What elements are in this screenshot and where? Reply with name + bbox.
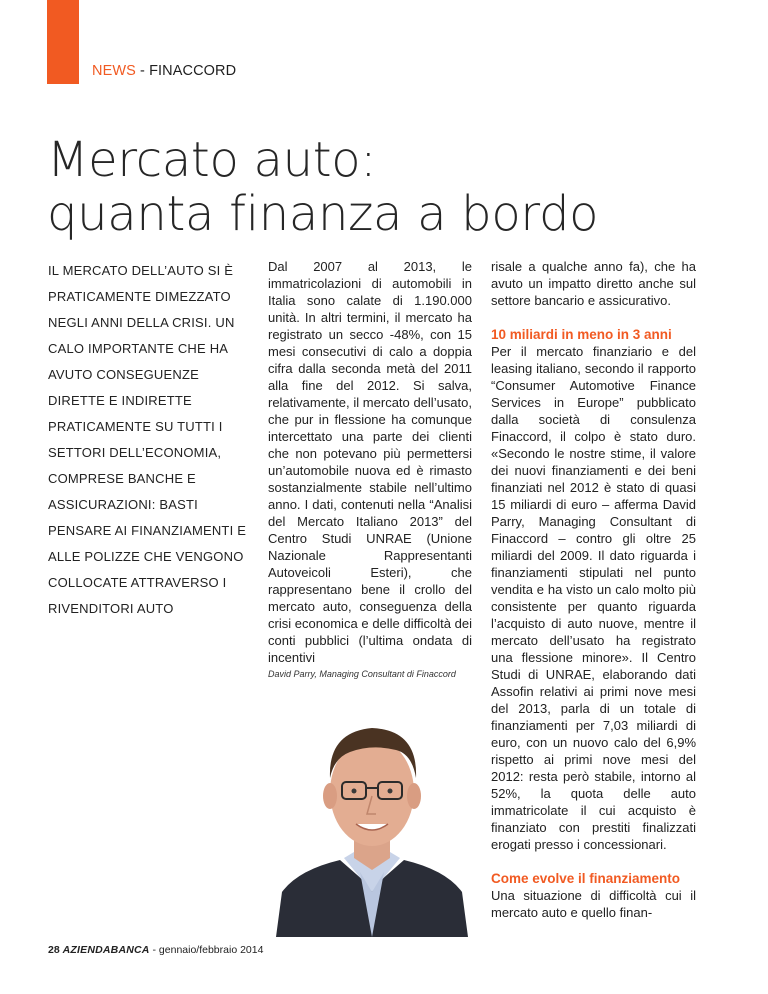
- body-column-3: [491, 258, 696, 921]
- body-paragraph: Una situazione di difficoltà cui il mercato auto e quello finan-: [491, 888, 696, 920]
- subheading-10-miliardi: 10 miliardi in meno in 3 anni: [491, 327, 672, 342]
- body-paragraph: Per il mercato finanziario e del leasing italiano, secondo il rapporto “Consumer Automotive Finance Services in Europe” pubblicato dalla società di consulenza Finaccord, il colpo è stato duro. «Secondo le nostre stime, il valore dei nuovi finanziamenti e dei beni finanziati nel 2012 è stato di quasi 15 miliardi di euro – afferma David Parry, Managing Consultant di Finaccord – contro gli oltre 25 miliardi del 2009. Il dato riguarda i finanziamenti stipulati nel punto vendita e ha visto un calo molto più consistente per quanto riguarda l’acquisto di auto nuove, mentre il mercato dell’usato ha registrato una flessione minore». Il Centro Studi di UNRAE, elaborando dati Assofin relativi ai primi nove mesi del 2013, parla di un totale di finanziamenti per 7,03 miliardi di euro, con un nuovo calo del 6,9% rispetto ai primi nove mesi del 2012: resta però stabile, intorno al 52%, la quota delle auto immatricolate il cui acquisto è finanziato con prestiti finalizzati erogati presso i concessionari.: [491, 344, 696, 852]
- headline-line-1: Mercato auto:: [47, 132, 377, 188]
- section-separator: -: [135, 63, 150, 79]
- subheading-finanziamento: Come evolve il finanziamento: [491, 871, 681, 886]
- body-column-2: [268, 258, 472, 666]
- magazine-name: AZIENDABANCA: [62, 944, 150, 956]
- photo-caption: David Parry, Managing Consultant di Finaccord: [268, 669, 456, 679]
- body-paragraph: risale a qualche anno fa), che ha avuto un impatto diretto anche sul settore bancario e assicurativo.: [491, 259, 696, 308]
- headline-line-2: quanta finanza a bordo: [47, 186, 599, 242]
- issue-date: - gennaio/febbraio 2014: [149, 944, 264, 956]
- body-paragraph: Dal 2007 al 2013, le immatricolazioni di automobili in Italia sono calate di 1.190.000 unità. In altri termini, il mercato ha registrato un secco -48%, con 15 mesi consecutivi di calo a doppia cifra dalla seconda metà del 2011 alla fine del 2012. Si salva, relativamente, il mercato dell’usato, che pur in flessione ha comunque intercettato una parte dei clienti che non potevano più permettersi un’automobile nuova ed è rimasto sostanzialmente stabile nell’ultimo anno. I dati, contenuti nella “Analisi del Mercato Italiano 2013” del Centro Studi UNRAE (Unione Nazionale Rappresentanti Autoveicoli Esteri), che rappresentano bene il crollo del mercato auto, conseguenza della crisi economica e delle difficoltà dei conti pubblici (l’ultima ondata di incentivi: [268, 259, 472, 665]
- article-headline: [47, 133, 727, 241]
- section-label: [92, 63, 236, 79]
- section-news: NEWS: [92, 63, 136, 79]
- article-summary: IL MERCATO DELL’AUTO SI È PRATICAMENTE DIMEZZATO NEGLI ANNI DELLA CRISI. UN CALO IMPORTANTE CHE HA AVUTO CONSEGUENZE DIRETTE E INDIRETTE PRATICAMENTE SU TUTTI I SETTORI DELL’ECONOMIA, COMPRESE BANCHE E ASSICURAZIONI: BASTI PENSARE AI FINANZIAMENTI E ALLE POLIZZE CHE VENGONO COLLOCATE ATTRAVERSO I RIVENDITORI AUTO: [48, 263, 247, 616]
- page-number: 28: [48, 944, 60, 956]
- portrait-photo: [268, 692, 475, 937]
- section-finaccord: FINACCORD: [149, 63, 237, 79]
- page-footer: [48, 944, 263, 956]
- section-color-tab: [47, 0, 79, 84]
